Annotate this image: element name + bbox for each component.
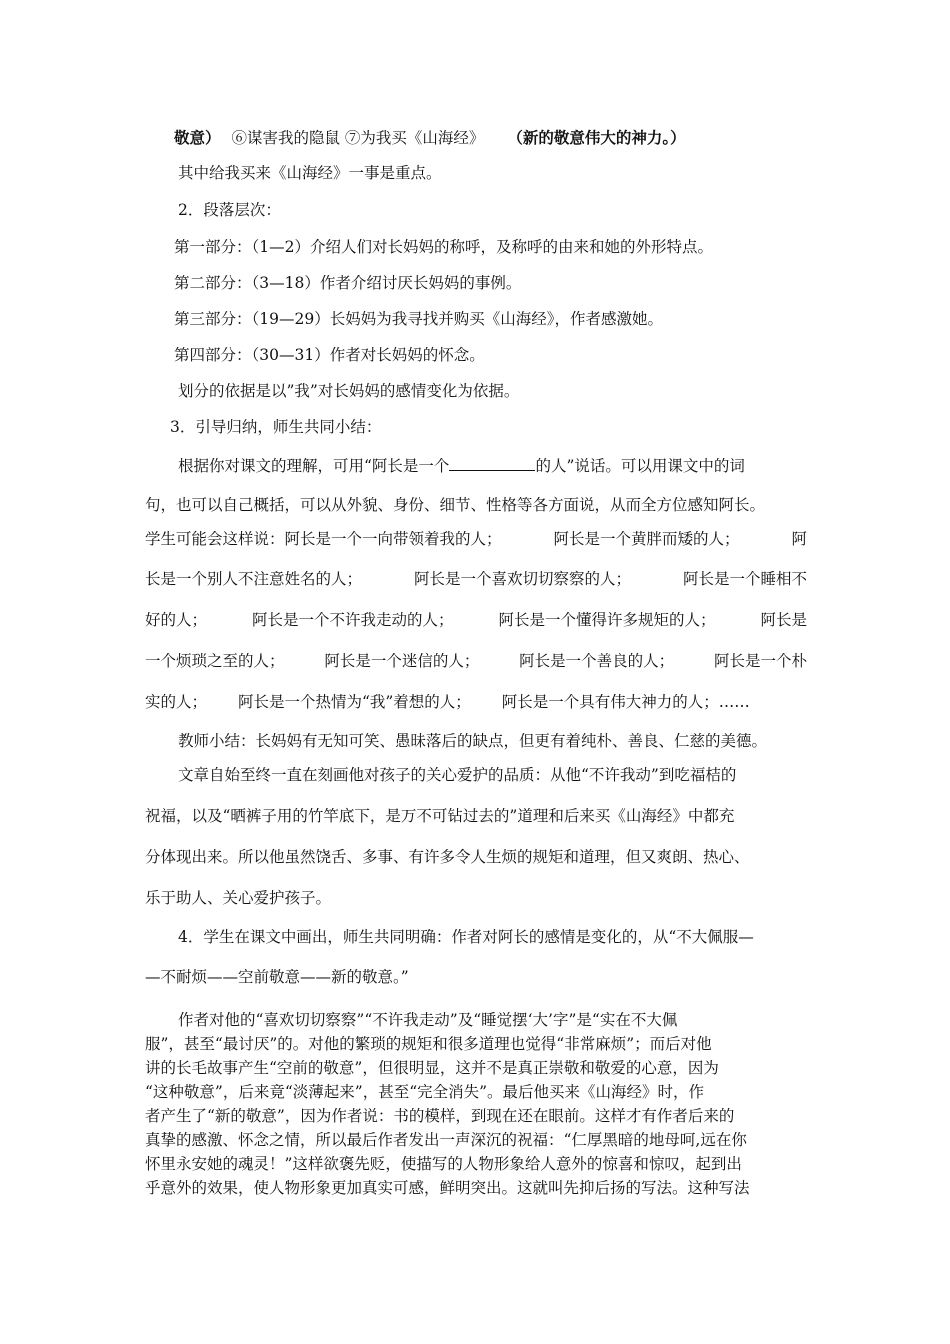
text-span: 阿长是一个懂得许多规矩的人； [498, 611, 716, 629]
text-span: 阿长是一个不许我走动的人； [251, 611, 454, 629]
text-span: 学生可能会这样说：阿长是一个一向带领着我的人； [145, 530, 502, 548]
text-span: 阿长是一个具有伟大神力的人；…… [501, 693, 750, 711]
text-line: 分体现出来。所以他虽然饶舌、多事、有许多令人生烦的规矩和道理，但又爽朗、热心、 [145, 848, 750, 866]
text-span: 阿长是一个睡相不 [682, 570, 807, 588]
bold-text: （新的敬意伟大的神力。） [507, 128, 686, 147]
text-line [145, 529, 807, 549]
text-line: 祝福，以及“晒裤子用的竹竿底下，是万不可钻过去的”道理和后来买《山海经》中都充 [145, 807, 735, 825]
text-line [145, 651, 807, 671]
text-line: 真挚的感激、怀念之情，所以最后作者发出一声深沉的祝福：“仁厚黑暗的地母呵,远在你 [145, 1131, 747, 1149]
text-line: 其中给我买来《山海经》一事是重点。 [178, 164, 442, 182]
text-line: 乎意外的效果，使人物形象更加真实可感，鲜明突出。这就叫先抑后扬的写法。这种写法 [145, 1179, 750, 1197]
text-line [145, 610, 807, 630]
part-line: 第三部分：（19—29）长妈妈为我寻找并购买《山海经》，作者感激她。 [174, 310, 663, 328]
part-line: 第一部分：（1—2）介绍人们对长妈妈的称呼，及称呼的由来和她的外形特点。 [174, 238, 713, 256]
text-line: 句，也可以自己概括，可以从外貌、身份、细节、性格等各方面说，从而全方位感知阿长。 [145, 496, 766, 514]
section-heading: 2．段落层次： [178, 201, 281, 219]
text-line: 怀里永安她的魂灵！”这样欲褒先贬，使描写的人物形象给人意外的惊喜和惊叹，起到出 [145, 1155, 742, 1173]
text-line [145, 569, 807, 589]
part-line: 第二部分：（3—18）作者介绍讨厌长妈妈的事例。 [174, 274, 522, 292]
text-line: 文章自始至终一直在刻画他对孩子的关心爱护的品质：从他“不许我动”到吃福桔的 [178, 766, 737, 784]
text-span: 根据你对课文的理解，可用“阿长是一个 [178, 457, 450, 475]
text-line [178, 456, 745, 476]
text-line: 乐于助人、关心爱护孩子。 [145, 889, 332, 907]
part-line: 第四部分：（30—31）作者对长妈妈的怀念。 [174, 346, 485, 364]
text-line [174, 128, 686, 148]
section-heading: 4．学生在课文中画出，师生共同明确：作者对阿长的感情是变化的，从“不大佩服— [178, 928, 754, 946]
text-line: 服”，甚至“最讨厌”的。对他的繁琐的规矩和很多道理也觉得“非常麻烦”；而后对他 [145, 1035, 712, 1053]
text-span: 阿长是一个朴 [713, 652, 807, 670]
section-heading: 3．引导归纳，师生共同小结： [170, 418, 382, 436]
teacher-summary: 教师小结：长妈妈有无知可笑、愚昧落后的缺点，但更有着纯朴、善良、仁慈的美德。 [178, 732, 768, 750]
text-span: 阿长是一个热情为“我”着想的人； [237, 693, 471, 711]
bold-text: 敬意） [174, 128, 221, 147]
text-span: 阿长是一个迷信的人； [324, 652, 480, 670]
text-span: 阿长是一个黄胖而矮的人； [553, 530, 740, 548]
text-line: 作者对他的“喜欢切切察察”“不许我走动”及“睡觉摆‘大’字”是“实在不大佩 [178, 1011, 678, 1029]
text-span: ⑥谋害我的隐鼠 ⑦为我买《山海经》 [231, 129, 485, 147]
text-line: —不耐烦——空前敬意——新的敬意。” [145, 968, 409, 986]
text-span: 阿长是一个喜欢切切察察的人； [413, 570, 631, 588]
text-span: 一个烦琐之至的人； [145, 652, 285, 670]
text-line: 者产生了“新的敬意”，因为作者说：书的模样，到现在还在眼前。这样才有作者后来的 [145, 1107, 735, 1125]
fill-blank [449, 456, 535, 471]
text-line: “这种敬意”，后来竟“淡薄起来”，甚至“完全消失”。最后他买来《山海经》时，作 [145, 1083, 705, 1101]
text-line: 划分的依据是以”我”对长妈妈的感情变化为依据。 [178, 382, 520, 400]
text-span: 阿长是一个善良的人； [519, 652, 675, 670]
text-line [145, 692, 750, 712]
text-span: 阿长是 [760, 611, 807, 629]
text-span: 阿 [791, 530, 807, 548]
text-span: 好的人； [145, 611, 208, 629]
text-span: 长是一个别人不注意姓名的人； [145, 570, 363, 588]
text-span: 实的人； [145, 693, 208, 711]
text-line: 讲的长毛故事产生“空前的敬意”，但很明显，这并不是真正崇敬和敬爱的心意，因为 [145, 1059, 719, 1077]
text-span: 的人”说话。可以用课文中的词 [535, 457, 745, 475]
